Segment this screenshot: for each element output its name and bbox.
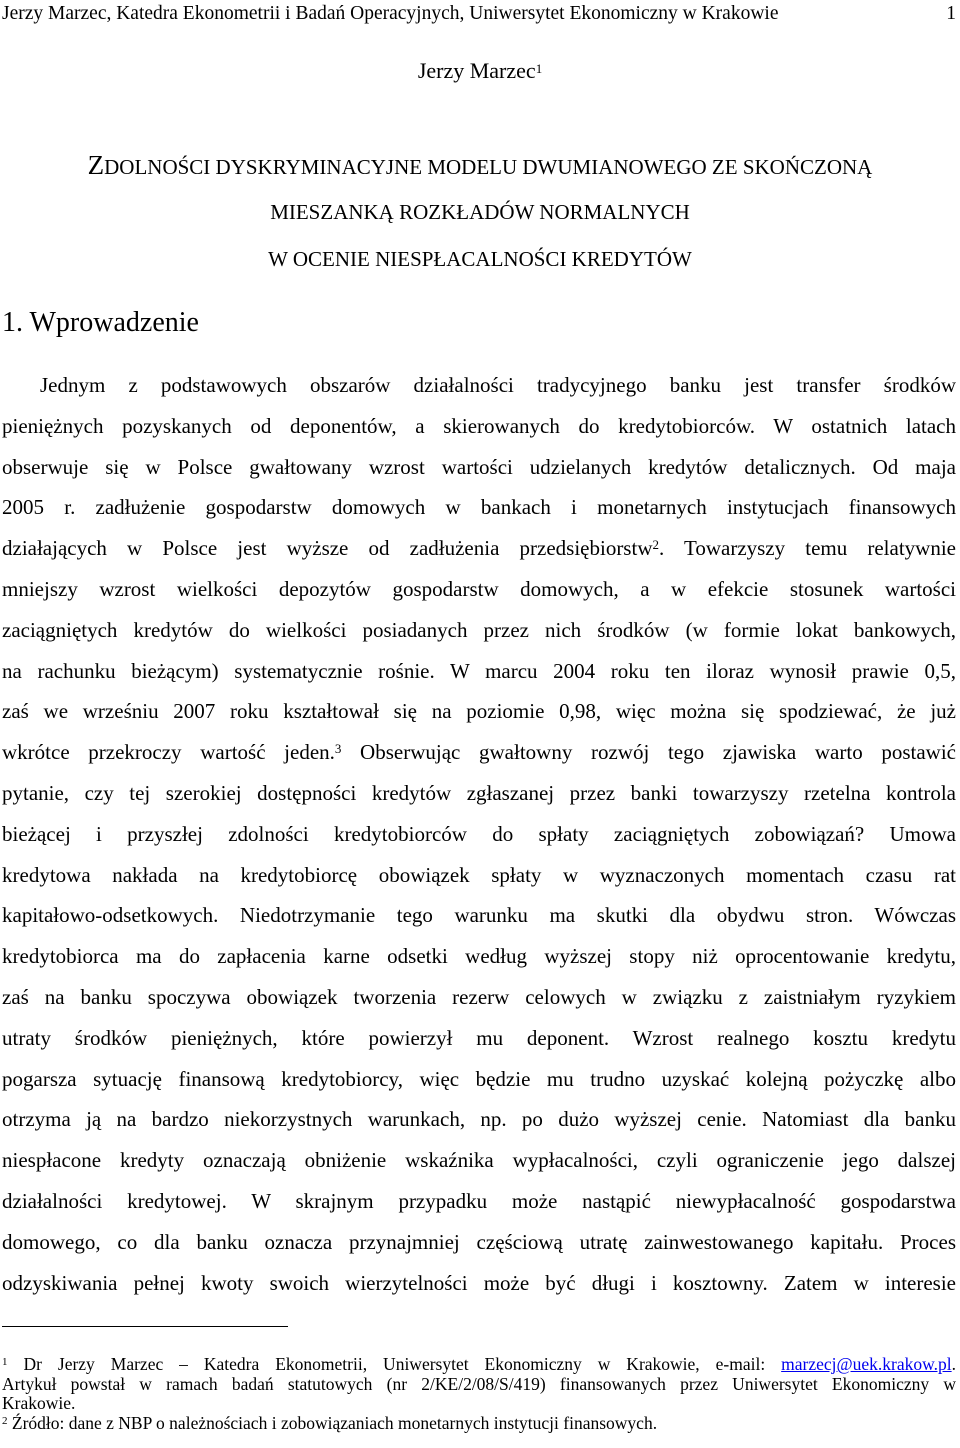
footnote-ref-3[interactable]: 3 xyxy=(334,741,342,757)
body-line: na rachunku bieżącym) systematycznie rośnie. W marcu 2004 roku ten iloraz wynosił prawie 0,5, xyxy=(2,658,956,683)
author-name: Jerzy Marzec xyxy=(417,58,536,83)
body-line: pytanie, czy tej szerokiej dostępności kredytów zgłaszanej przez banki towarzyszy rzetelna kontrola xyxy=(2,780,956,805)
title-line-3: W OCENIE NIESPŁACALNOŚCI KREDYTÓW xyxy=(268,247,692,271)
footnote-1-line-2: Artykuł powstał w ramach badań statutowych (nr 2/KE/2/08/S/419) finansowanych przez Uniwersytet Ekonomiczny w xyxy=(2,1373,956,1394)
title-initial: Z xyxy=(87,150,105,180)
body-line: niespłacone kredyty oznaczają obniżenie wskaźnika wypłacalności, czyli ograniczenie jego dalszej xyxy=(2,1148,956,1173)
footnotes xyxy=(2,1355,956,1433)
body-line: odzyskiwania pełnej kwoty swoich wierzytelności może być długi i kosztowny. Zatem w interesie xyxy=(2,1270,956,1295)
body-line-part: działających w Polsce jest wyższe od zadłużenia przedsiębiorstw xyxy=(2,536,653,561)
body-line: domowego, co dla banku oznacza przynajmniej częściową utratę zainwestowanego kapitału. Proces xyxy=(2,1229,956,1254)
body-line-part: Obserwując gwałtowny rozwój tego zjawiska warto postawić xyxy=(341,740,957,765)
footnote-1-punct: . xyxy=(951,1354,956,1374)
body-line: kredytobiorca ma do zapłacenia karne odsetki według wyższej stopy niż oprocentowanie kredytu, xyxy=(2,944,956,969)
body-line: obserwuje się w Polsce gwałtowany wzrost wartości udzielanych kredytów detalicznych. Od maja xyxy=(2,454,956,479)
author-line xyxy=(0,58,960,84)
body-line: kredytowa nakłada na kredytobiorcę obowiązek spłaty w wyznaczonych momentach czasu rat xyxy=(2,862,956,887)
body-line-part: . Towarzyszy temu relatywnie xyxy=(658,536,956,561)
body-line: Jednym z podstawowych obszarów działalności tradycyjnego banku jest transfer środków xyxy=(40,373,956,397)
body-line: utraty środków pieniężnych, które powierzył mu deponent. Wzrost realnego kosztu kredytu xyxy=(2,1025,956,1050)
footnote-1-text: Dr Jerzy Marzec – Katedra Ekonometrii, Uniwersytet Ekonomiczny w Krakowie, e-mail: xyxy=(7,1354,782,1374)
body-line: bieżącej i przyszłej zdolności kredytobiorców do spłaty zaciągniętych zobowiązań? Umowa xyxy=(2,821,956,846)
body-line xyxy=(2,528,956,569)
footnote-1-line-1 xyxy=(2,1355,956,1375)
author-footnote-ref[interactable]: 1 xyxy=(535,61,543,76)
footnote-2-text: Źródło: dane z NBP o należnościach i zobowiązaniach monetarnych instytucji finansowych. xyxy=(7,1412,658,1433)
body-line: mniejszy wzrost wielkości depozytów gospodarstw domowych, a w efekcie stosunek wartości xyxy=(2,576,956,601)
footnote-1-mark: 1 xyxy=(2,1356,8,1368)
body-line: kapitałowo-odsetkowych. Niedotrzymanie tego warunku ma skutki dla obydwu stron. Wówczas xyxy=(2,903,956,928)
body-line: zaś na banku spoczywa obowiązek tworzenia rezerw celowych w związku z zaistniałym ryzykiem xyxy=(2,984,956,1009)
running-header xyxy=(2,2,956,26)
section-heading: 1. Wprowadzenie xyxy=(2,307,199,338)
body-line: otrzyma ją na bardzo niekorzystnych warunkach, np. po dużo wyższej cenie. Natomiast dla banku xyxy=(2,1107,956,1132)
paper-title xyxy=(0,142,960,283)
body-line: zaciągniętych kredytów do wielkości posiadanych przez nich środków (w formie lokat bankowych, xyxy=(2,617,956,642)
body-line-part: wkrótce przekroczy wartość jeden. xyxy=(2,740,335,765)
body-line: 2005 r. zadłużenie gospodarstw domowych w bankach i monetarnych instytucjach finansowych xyxy=(2,495,956,520)
footnote-2-mark: 2 xyxy=(2,1414,8,1427)
title-line-1 xyxy=(0,142,960,189)
title-line-1-rest: DOLNOŚCI DYSKRYMINACYJNE MODELU DWUMIANOWEGO ZE SKOŃCZONĄ xyxy=(104,155,873,179)
body-text xyxy=(2,365,956,1303)
body-line: zaś we wrześniu 2007 roku kształtował się na poziomie 0,98, więc można się spodziewać, że już xyxy=(2,699,956,724)
author-email-link[interactable]: marzecj@uek.krakow.pl xyxy=(781,1354,952,1374)
body-line: działalności kredytowej. W skrajnym przypadku może nastąpić niewypłacalność gospodarstwa xyxy=(2,1188,956,1213)
footnote-separator xyxy=(2,1326,288,1327)
title-line-2: MIESZANKĄ ROZKŁADÓW NORMALNYCH xyxy=(270,200,690,224)
body-line xyxy=(2,732,956,773)
footnote-ref-2[interactable]: 2 xyxy=(652,537,659,553)
footnote-2 xyxy=(2,1414,956,1434)
footnote-1-line-3: Krakowie. xyxy=(2,1393,76,1414)
page-number: 1 xyxy=(946,3,956,24)
body-line: pogarsza sytuację finansową kredytobiorcy, więc będzie mu trudno uzyskać kolejną pożyczkę albo xyxy=(2,1066,956,1091)
running-title: Jerzy Marzec, Katedra Ekonometrii i Badań Operacyjnych, Uniwersytet Ekonomiczny w Krakowie xyxy=(2,3,779,24)
body-line: pieniężnych pozyskanych od deponentów, a skierowanych do kredytobiorców. W ostatnich latach xyxy=(2,413,956,438)
